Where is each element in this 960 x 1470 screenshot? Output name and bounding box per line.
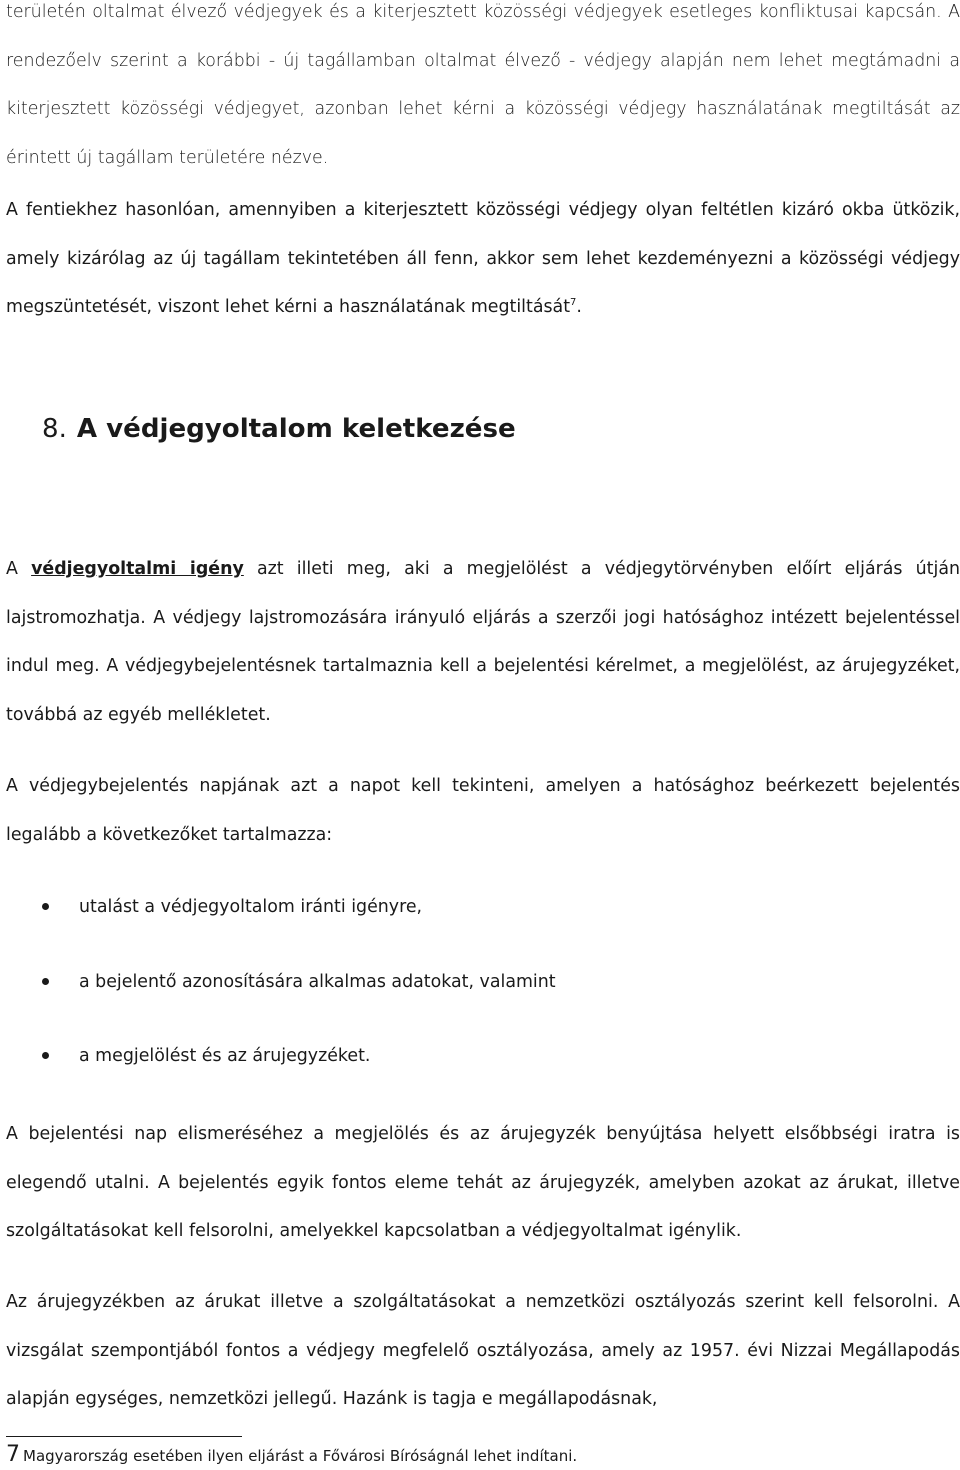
list-item-text: a megjelölést és az árujegyzéket. xyxy=(79,1046,371,1066)
list-item-text: utalást a védjegyoltalom iránti igényre, xyxy=(79,897,423,917)
paragraph-2-end: . xyxy=(576,297,582,317)
footnote-text: Magyarország esetében ilyen eljárást a Fővárosi Bíróságnál lehet indítani. xyxy=(23,1447,578,1465)
section-title: A védjegyoltalom keletkezése xyxy=(76,414,516,444)
footnote-separator xyxy=(6,1436,242,1437)
bullet-icon xyxy=(42,903,49,910)
list-item-text: a bejelentő azonosítására alkalmas adatokat, valamint xyxy=(79,971,556,992)
list-item xyxy=(6,1031,960,1106)
defined-term: védjegyoltalmi igény xyxy=(31,559,244,579)
footnote-number: 7 xyxy=(6,1442,20,1467)
paragraph-3-start: A xyxy=(6,559,18,579)
paragraph-3 xyxy=(6,545,960,739)
bullet-icon xyxy=(42,978,49,985)
paragraph-6: Az árujegyzékben az árukat illetve a szolgáltatásokat a nemzetközi osztályozás szerint kell felsorolni. A vizsgálat szempontjából fontos a védjegy megfelelő osztályozása, amely az 1957. évi Nizzai Megállapodás alapján egységes, nemzetközi jellegű. Hazánk is tagja e megállapodásnak, xyxy=(6,1292,960,1409)
bullet-list xyxy=(6,882,960,1106)
section-number: 8. xyxy=(42,414,67,444)
paragraph-1: területén oltalmat élvező védjegyek és a kiterjesztett közösségi védjegyek esetleges konfliktusai kapcsán. A rendezőelv szerint a korábbi - új tagállamban oltalmat élvező - védjegy alapján nem lehet megtámadni a kiterjesztett közösségi védjegyet, azonban lehet kérni a közösségi védjegy használatának megtiltását az érintett új tagállam területére nézve. xyxy=(6,2,960,168)
bullet-icon xyxy=(42,1052,49,1059)
footnote xyxy=(6,1443,577,1468)
section-heading xyxy=(42,405,516,453)
list-item xyxy=(6,882,960,957)
paragraph-2-text: A fentiekhez hasonlóan, amennyiben a kiterjesztett közösségi védjegy olyan feltétlen kizáró okba ütközik, amely kizárólag az új tagállam tekintetében áll fenn, akkor sem lehet kezdeményezni a közösségi védjegy megszüntetését, viszont lehet kérni a használatának megtiltását xyxy=(6,200,960,317)
paragraph-4: A védjegybejelentés napjának azt a napot kell tekinteni, amelyen a hatósághoz beérkezett bejelentés legalább a következőket tartalmazza: xyxy=(6,776,960,845)
paragraph-3-rest: azt illeti meg, aki a megjelölést a védjegytörvényben előírt eljárás útján lajstromozhatja. A védjegy lajstromozására irányuló eljárás a szerzői jogi hatósághoz intézett bejelentéssel indul meg. A védjegybejelentésnek tartalmaznia kell a bejelentési kérelmet, a megjelölést, az árujegyzéket, továbbá az egyéb mellékletet. xyxy=(6,559,960,725)
paragraph-2 xyxy=(6,186,960,332)
paragraph-5: A bejelentési nap elismeréséhez a megjelölés és az árujegyzék benyújtása helyett elsőbbségi iratra is elegendő utalni. A bejelentés egyik fontos eleme tehát az árujegyzék, amelyben azokat az árukat, illetve szolgáltatásokat kell felsorolni, amelyekkel kapcsolatban a védjegyoltalmat igénylik. xyxy=(6,1124,960,1241)
list-item xyxy=(6,957,960,1032)
footnote-ref[interactable]: 7 xyxy=(570,297,577,309)
